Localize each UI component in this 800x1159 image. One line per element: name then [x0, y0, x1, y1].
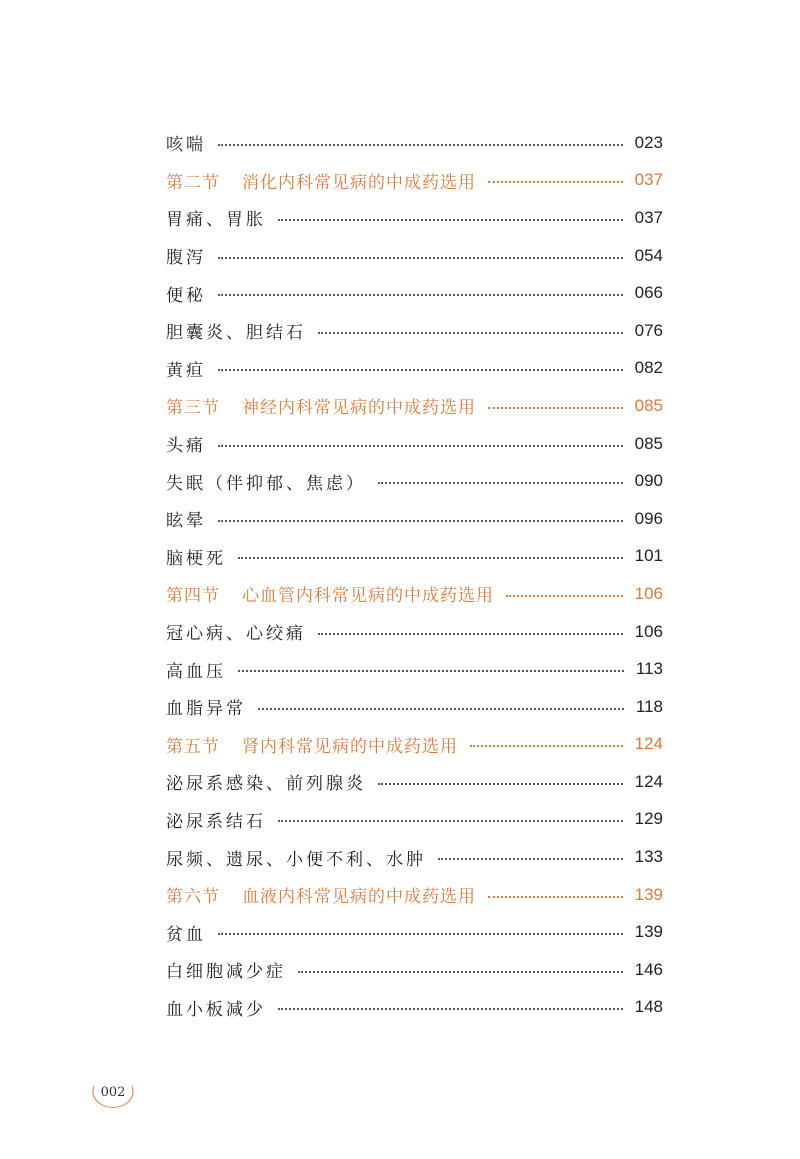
toc-section-label: 第五节 [166, 736, 220, 757]
toc-page-number: 023 [634, 132, 663, 152]
toc-section-name: 消化内科常见病的中成药选用 [242, 172, 476, 193]
page-number-badge [88, 1080, 138, 1110]
toc-item-title: 白细胞减少症 [166, 962, 286, 983]
toc-leader-dots [298, 971, 623, 973]
toc-page-number: 037 [634, 207, 663, 227]
page-number: 002 [100, 1085, 126, 1100]
toc-item-row[interactable] [166, 274, 663, 312]
toc-item-title: 尿频、遗尿、小便不利、水肿 [166, 849, 426, 870]
toc-section-label: 第二节 [166, 172, 220, 193]
toc-leader-dots [488, 896, 623, 898]
toc-leader-dots [218, 369, 623, 371]
toc-leader-dots [278, 1008, 623, 1010]
toc-item-row[interactable] [166, 199, 663, 237]
toc-leader-dots [470, 745, 623, 747]
toc-item-row[interactable] [166, 838, 663, 876]
toc-item-row[interactable] [166, 763, 663, 801]
toc-section-row[interactable] [166, 162, 663, 200]
toc-section-name: 神经内科常见病的中成药选用 [242, 398, 476, 419]
toc-page-number: 037 [634, 170, 663, 190]
toc-item-title: 咳喘 [166, 135, 206, 156]
toc-leader-dots [218, 445, 623, 447]
toc-section-name: 肾内科常见病的中成药选用 [242, 736, 458, 757]
toc-item-row[interactable] [166, 312, 663, 350]
toc-page-number: 054 [634, 245, 663, 265]
toc-page-number: 085 [634, 395, 663, 415]
toc-page-number: 139 [634, 922, 663, 942]
toc-item-row[interactable] [166, 913, 663, 951]
toc-page-number: 133 [634, 847, 663, 867]
toc-page-number: 101 [634, 546, 663, 566]
page-number-ornament [88, 1080, 138, 1110]
toc-page-number: 076 [634, 320, 663, 340]
toc-leader-dots [318, 332, 623, 334]
toc-page-number: 066 [634, 283, 663, 303]
toc-leader-dots [218, 520, 623, 522]
toc-item-row[interactable] [166, 124, 663, 162]
toc-section-title [166, 581, 494, 606]
toc-leader-dots [258, 708, 624, 710]
toc-leader-dots [488, 181, 623, 183]
toc-item-title: 血小板减少 [166, 999, 266, 1020]
toc-item-title: 黄疸 [166, 360, 206, 381]
toc-item-title: 泌尿系感染、前列腺炎 [166, 774, 366, 795]
toc-leader-dots [238, 557, 623, 559]
toc-section-title [166, 882, 476, 907]
toc-section-row[interactable] [166, 876, 663, 914]
toc-leader-dots [278, 219, 623, 221]
toc-item-row[interactable] [166, 613, 663, 651]
toc-page-number: 146 [634, 959, 663, 979]
toc-section-title [166, 168, 476, 193]
toc-item-title: 失眠（伴抑郁、焦虑） [166, 473, 366, 494]
toc-item-row[interactable] [166, 500, 663, 538]
toc-section-label: 第六节 [166, 887, 220, 908]
toc-page-number: 148 [634, 997, 663, 1017]
toc-section-name: 血液内科常见病的中成药选用 [242, 887, 476, 908]
toc-item-row[interactable] [166, 237, 663, 275]
toc-page-number: 106 [634, 621, 663, 641]
toc-item-title: 便秘 [166, 285, 206, 306]
toc-section-title [166, 732, 458, 757]
toc-item-row[interactable] [166, 425, 663, 463]
toc-leader-dots [488, 407, 623, 409]
toc-page-number: 124 [634, 734, 663, 754]
toc-page-number: 106 [634, 583, 663, 603]
toc-item-row[interactable] [166, 801, 663, 839]
toc-item-title: 贫血 [166, 924, 206, 945]
toc-item-title: 高血压 [166, 661, 226, 682]
toc-item-title: 胃痛、胃胀 [166, 210, 266, 231]
toc-leader-dots [278, 820, 623, 822]
toc-page-number: 090 [634, 471, 663, 491]
toc-item-row[interactable] [166, 350, 663, 388]
toc-leader-dots [218, 257, 623, 259]
toc-leader-dots [318, 633, 623, 635]
toc-item-row[interactable] [166, 989, 663, 1027]
toc-page-number: 129 [634, 809, 663, 829]
toc-item-row[interactable] [166, 650, 663, 688]
toc-item-title: 血脂异常 [166, 699, 246, 720]
toc-leader-dots [506, 595, 623, 597]
toc-section-name: 心血管内科常见病的中成药选用 [242, 586, 494, 607]
toc-page-number: 085 [634, 433, 663, 453]
toc-section-row[interactable] [166, 575, 663, 613]
toc-leader-dots [218, 144, 623, 146]
toc-page-number: 082 [634, 358, 663, 378]
toc-item-row[interactable] [166, 538, 663, 576]
toc-item-row[interactable] [166, 688, 663, 726]
table-of-contents [166, 124, 663, 1026]
toc-leader-dots [378, 482, 623, 484]
toc-section-row[interactable] [166, 387, 663, 425]
toc-leader-dots [218, 294, 623, 296]
toc-item-title: 冠心病、心绞痛 [166, 624, 306, 645]
toc-page-number: 118 [635, 696, 663, 716]
toc-section-label: 第四节 [166, 586, 220, 607]
toc-page-number: 113 [635, 659, 663, 679]
toc-section-title [166, 393, 476, 418]
toc-item-title: 腹泻 [166, 248, 206, 269]
toc-item-row[interactable] [166, 462, 663, 500]
toc-item-row[interactable] [166, 951, 663, 989]
toc-section-label: 第三节 [166, 398, 220, 419]
toc-page-number: 124 [634, 771, 663, 791]
toc-item-title: 头痛 [166, 436, 206, 457]
toc-leader-dots [438, 858, 623, 860]
toc-page-number: 139 [634, 884, 663, 904]
toc-item-title: 眩晕 [166, 511, 206, 532]
toc-section-row[interactable] [166, 726, 663, 764]
toc-leader-dots [378, 783, 623, 785]
toc-item-title: 脑梗死 [166, 548, 226, 569]
toc-item-title: 胆囊炎、胆结石 [166, 323, 306, 344]
toc-page-number: 096 [634, 508, 663, 528]
toc-leader-dots [238, 670, 624, 672]
toc-item-title: 泌尿系结石 [166, 811, 266, 832]
toc-leader-dots [218, 933, 623, 935]
